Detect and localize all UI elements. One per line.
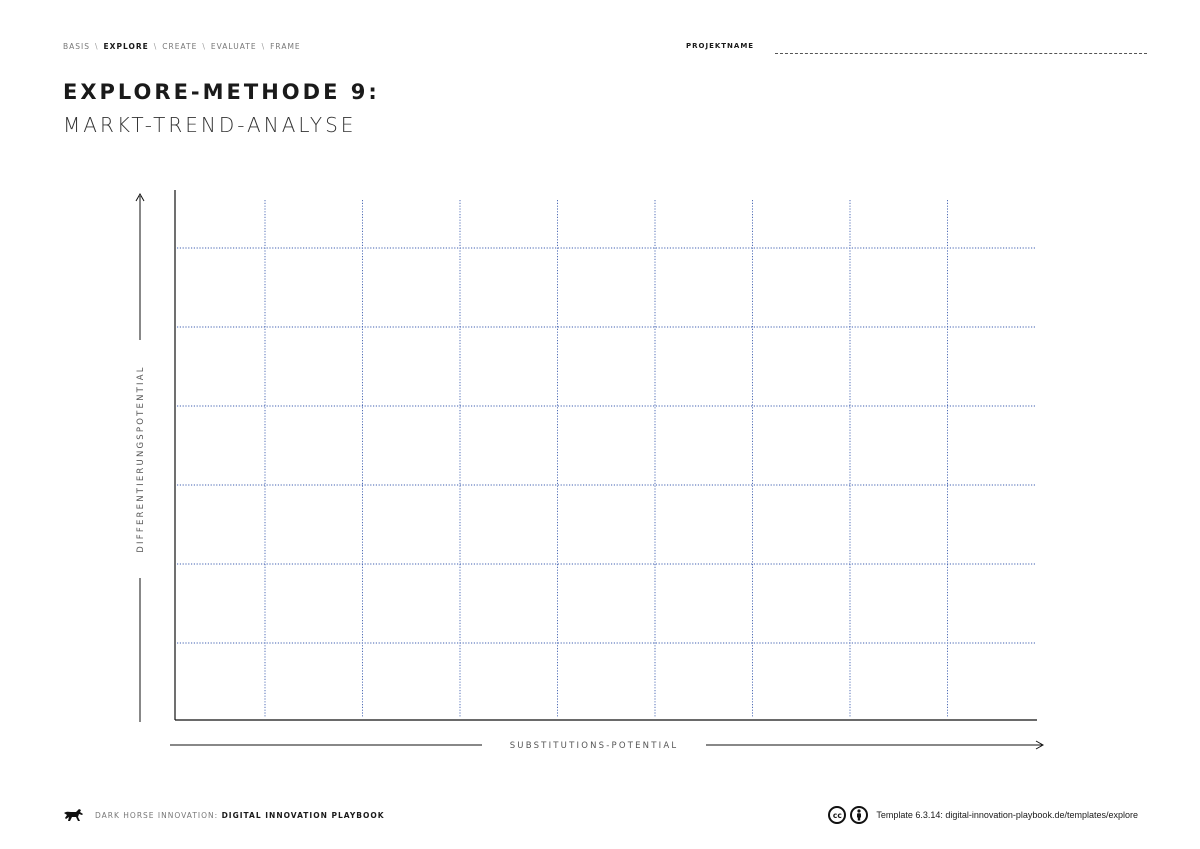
y-axis-label: DIFFERENTIERUNGSPOTENTIAL — [136, 365, 146, 553]
attribution-icon — [850, 806, 868, 824]
page-title: EXPLORE-METHODE 9: — [63, 80, 380, 104]
breadcrumb-item-evaluate[interactable]: EVALUATE — [210, 42, 257, 51]
page-subtitle: MARKT-TREND-ANALYSE — [63, 113, 357, 137]
breadcrumb-separator: \ — [153, 42, 158, 51]
footer-brand-title: DIGITAL INNOVATION PLAYBOOK — [221, 810, 385, 820]
breadcrumb-item-frame[interactable]: FRAME — [270, 42, 301, 51]
cc-icon: cc — [828, 806, 846, 824]
breadcrumb-separator: \ — [261, 42, 266, 51]
breadcrumb-separator: \ — [95, 42, 99, 51]
breadcrumb-item-explore[interactable]: EXPLORE — [103, 42, 149, 51]
project-name-label: PROJEKTNAME — [686, 42, 755, 50]
horse-icon — [63, 808, 85, 822]
chart-grid — [177, 200, 1035, 718]
footer-brand — [63, 808, 385, 822]
breadcrumb-item-create[interactable]: CREATE — [162, 42, 198, 51]
x-axis-label: SUBSTITUTIONS-POTENTIAL — [509, 741, 679, 751]
template-link[interactable]: Template 6.3.14: digital-innovation-playbook.de/templates/explore — [876, 810, 1138, 820]
breadcrumb-item-basis[interactable]: BASIS — [63, 42, 91, 51]
footer-brand-prefix: DARK HORSE INNOVATION: — [95, 810, 219, 820]
breadcrumb-separator: \ — [202, 42, 206, 51]
footer-license — [828, 806, 1138, 824]
